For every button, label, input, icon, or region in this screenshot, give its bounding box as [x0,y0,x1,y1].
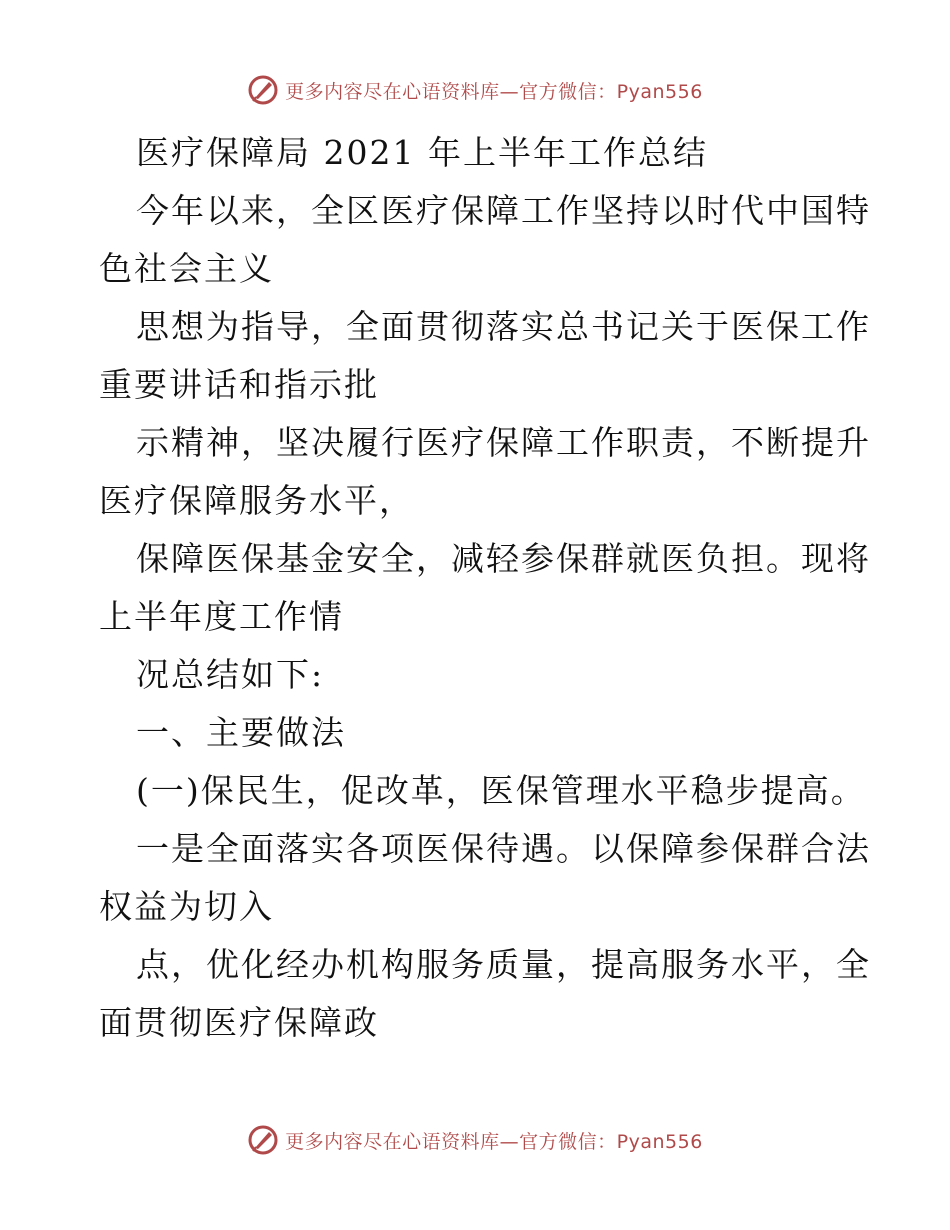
paragraph-line: 思想为指导，全面贯彻落实总书记关于医保工作 [136,307,871,346]
paragraph-line: 重要讲话和指示批 [99,365,379,404]
paragraph-line: 示精神，坚决履行医疗保障工作职责，不断提升 [136,423,871,462]
paragraph-line: 况总结如下: [136,655,325,694]
paragraph-line: 色社会主义 [99,249,274,288]
document-body [99,124,871,1052]
paragraph-line: 一是全面落实各项医保待遇。以保障参保群合法 [136,829,871,868]
header-watermark [0,70,950,110]
watermark-text: 更多内容尽在心语资料库—官方微信：Pyan556 [285,80,703,103]
paragraph-line: 点，优化经办机构服务质量，提高服务水平，全 [136,945,871,984]
paragraph-line: 权益为切入 [99,887,274,926]
quill-pen-logo-icon [247,1124,279,1156]
watermark-group [247,1124,703,1156]
paragraph-line: 上半年度工作情 [99,597,344,636]
footer-watermark [0,1120,950,1160]
paragraph-line: 今年以来，全区医疗保障工作坚持以时代中国特 [136,191,871,230]
paragraph-line: 保障医保基金安全，减轻参保群就医负担。现将 [136,539,871,578]
section-heading: 一、主要做法 [136,713,346,752]
subsection-heading: (一)保民生，促改革，医保管理水平稳步提高。 [136,771,866,810]
document-title: 医疗保障局 2021 年上半年工作总结 [136,133,708,172]
quill-pen-logo-icon [247,74,279,106]
paragraph-line: 医疗保障服务水平， [99,481,414,520]
watermark-text: 更多内容尽在心语资料库—官方微信：Pyan556 [285,1130,703,1153]
paragraph-line: 面贯彻医疗保障政 [99,1003,379,1042]
watermark-group [247,74,703,106]
